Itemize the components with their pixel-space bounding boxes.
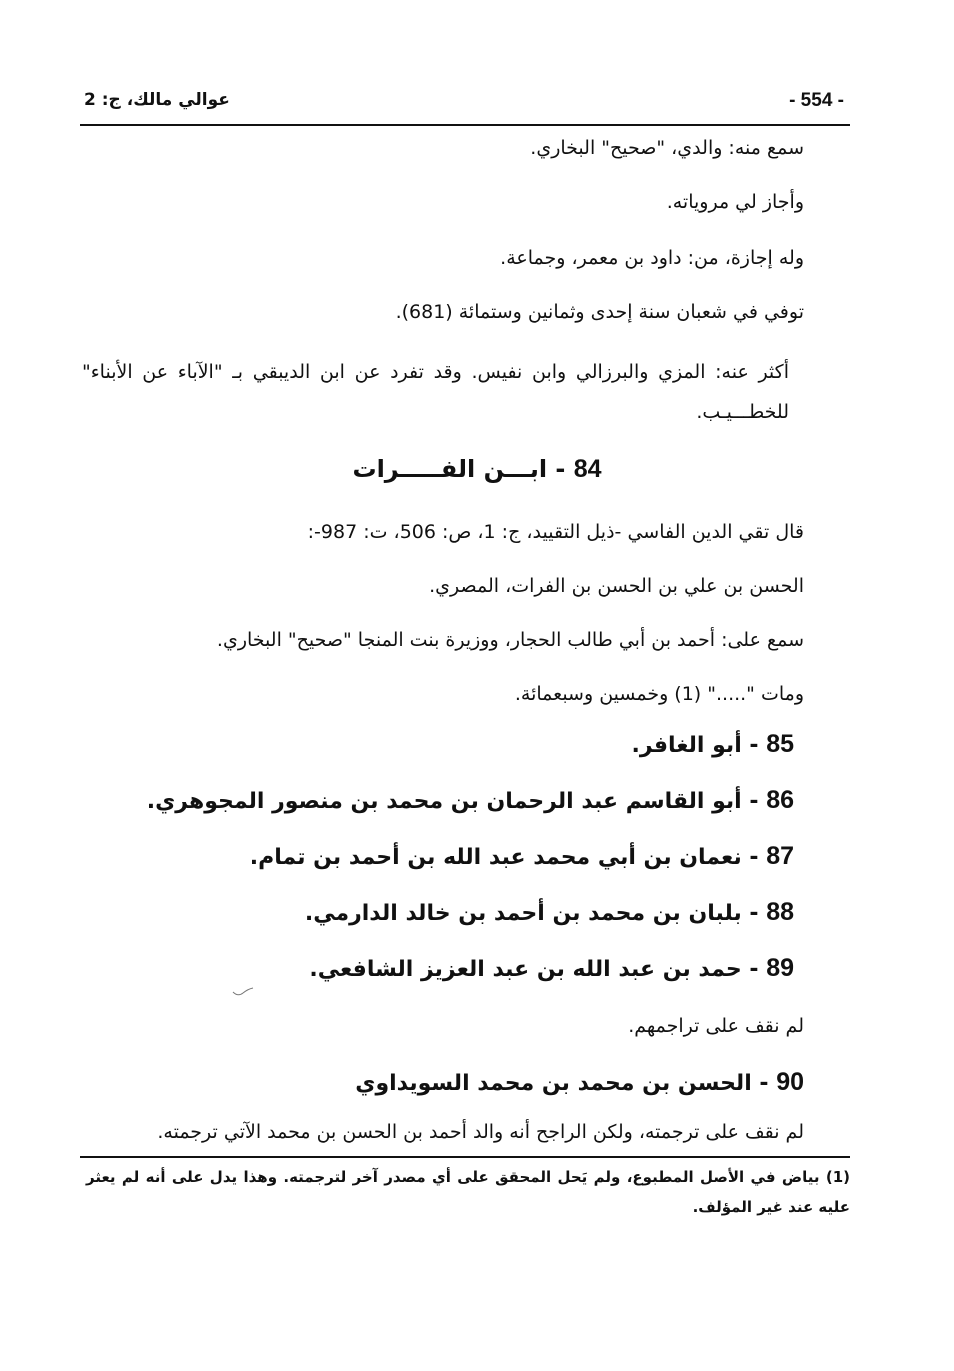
footnote-rule	[80, 1156, 850, 1158]
entry-88	[80, 896, 794, 930]
section-heading-90	[80, 1066, 804, 1100]
entry-text: - حمد بن عبد الله بن عبد العزيز الشافعي.	[309, 957, 767, 982]
page-number: - 554 -	[789, 90, 844, 111]
source-line: قال تقي الدين الفاسي -ذيل التقييد، ج: 1، ص: 506، ت: 987-:	[307, 521, 804, 543]
entry-85	[80, 728, 794, 762]
text-line: سمع منه: والدي، "صحيح" البخاري.	[530, 137, 804, 159]
section-number: 84	[573, 455, 602, 483]
entry-89	[80, 952, 794, 986]
text-line: توفي في شعبان سنة إحدى وثمانين وستمائة (681).	[395, 301, 804, 323]
text-line: وأجاز لي مروياته.	[666, 191, 804, 213]
entry-number: 88	[766, 898, 794, 926]
heard-line: سمع على: أحمد بن أبي طالب الحجار، ووزيرة بنت المنجا "صحيح" البخاري.	[216, 629, 804, 651]
section-title: الحسن بن محمد بن محمد السويداوي	[355, 1071, 752, 1096]
entry-text: - أبو الغافر.	[631, 733, 767, 758]
section-dash: -	[751, 1071, 777, 1096]
entry-text: - بلبان بن محمد بن أحمد بن خالد الدارمي.	[304, 901, 767, 926]
section-number: 90	[776, 1068, 804, 1096]
death-line: ومات "....." (1) وخمسين وسبعمائة.	[514, 683, 804, 705]
stray-pen-mark	[232, 986, 254, 998]
section-dash: -	[547, 455, 574, 483]
page-header	[80, 88, 850, 126]
section-title: ابـــن الفـــــرات	[352, 455, 548, 483]
running-title: عوالي مالك، ج: 2	[84, 90, 230, 110]
section-note: لم نقف على ترجمته، ولكن الراجح أنه والد أحمد بن الحسن بن محمد الآتي ترجمته.	[157, 1121, 804, 1143]
entry-number: 89	[766, 954, 794, 982]
text-line: وله إجازة، من: داود بن معمر، وجماعة.	[500, 247, 804, 269]
entry-86	[80, 784, 794, 818]
section-heading-84	[150, 452, 804, 486]
name-line: الحسن بن علي بن الحسن بن الفرات، المصري.	[429, 575, 804, 597]
text-paragraph: أكثر عنه: المزي والبرزالي وابن نفيس. وقد تفرد عن ابن الديبقي بـ "الآباء عن الأبناء" للخطـــيـب.	[82, 361, 789, 423]
footnote: (1) بياض في الأصل المطبوع، ولم يَحل المحقق على أي مصدر آخر لترجمته. وهذا يدل على أنه لم يعثر عليه عند غير المؤلف.	[86, 1168, 850, 1216]
entry-number: 85	[766, 730, 794, 758]
no-biographies-line: لم نقف على تراجمهم.	[628, 1015, 804, 1037]
entry-text: - نعمان بن أبي محمد عبد الله بن أحمد بن تمام.	[249, 845, 767, 870]
entry-number: 86	[766, 786, 794, 814]
entry-87	[80, 840, 794, 874]
entry-text: - أبو القاسم عبد الرحمان بن محمد بن منصور المجوهري.	[146, 789, 767, 814]
entry-number: 87	[766, 842, 794, 870]
